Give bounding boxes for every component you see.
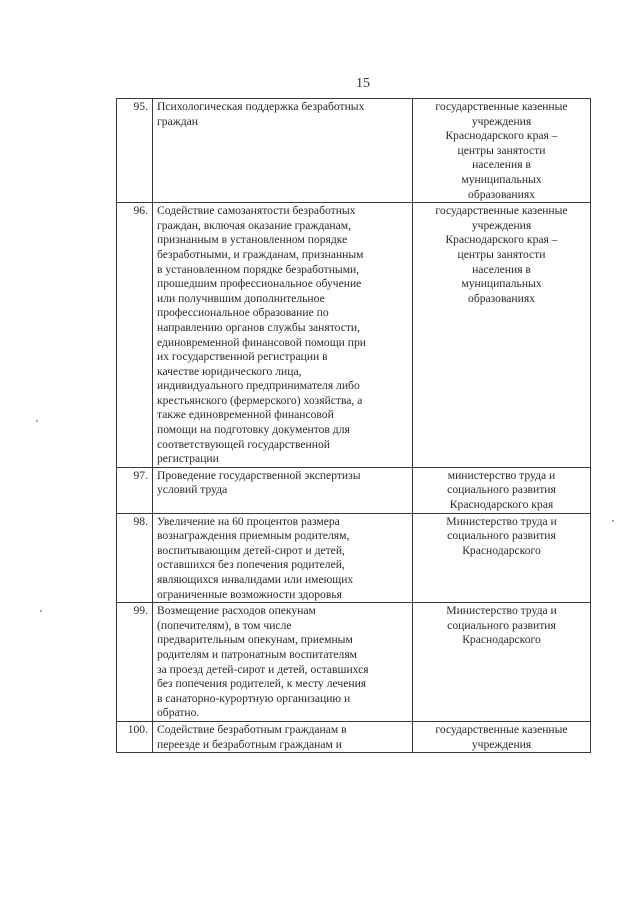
row-number: 99. xyxy=(117,603,153,722)
responsible-organization: государственные казенные учреждения Краснодарского края – центры занятости населения в муниципальных образованиях xyxy=(413,99,591,203)
service-description: Содействие самозанятости безработных граждан, включая оказание гражданам, признанным в установленном порядке безработными, и гражданам, признанным в установленном порядке безработными, прошедшим профессиональное обучение или получившим дополнительное профессиональное образование по направлению органов службы занятости, единовременной финансовой помощи при их государственной регистрации в качестве юридического лица, индивидуального предпринимателя либо крестьянского (фермерского) хозяйства, а также единовременной финансовой помощи на подготовку документов для соответствующей государственной регистрации xyxy=(153,203,413,468)
responsible-organization: министерство труда и социального развития Краснодарского края xyxy=(413,467,591,513)
service-description: Содействие безработным гражданам в переезде и безработным гражданам и xyxy=(153,721,413,752)
service-description: Психологическая поддержка безработных граждан xyxy=(153,99,413,203)
table-row xyxy=(117,203,591,468)
row-number: 95. xyxy=(117,99,153,203)
table-row xyxy=(117,513,591,603)
page-number: 15 xyxy=(356,76,370,91)
scan-speck xyxy=(36,420,38,422)
row-number: 100. xyxy=(117,721,153,752)
service-description: Увеличение на 60 процентов размера вознаграждения приемным родителям, воспитывающим детей-сирот и детей, оставшихся без попечения родителей, являющихся инвалидами или имеющих ограниченные возможности здоровья xyxy=(153,513,413,603)
services-table xyxy=(116,98,591,753)
responsible-organization: Министерство труда и социального развития Краснодарского xyxy=(413,513,591,603)
responsible-organization: государственные казенные учреждения xyxy=(413,721,591,752)
service-description: Возмещение расходов опекунам (попечителям), в том числе предварительным опекунам, приемным родителям и патронатным воспитателям за проезд детей-сирот и детей, оставшихся без попечения родителей, к месту лечения в санаторно-курортную организацию и обратно. xyxy=(153,603,413,722)
row-number: 98. xyxy=(117,513,153,603)
table-row xyxy=(117,467,591,513)
table-row xyxy=(117,603,591,722)
responsible-organization: государственные казенные учреждения Краснодарского края – центры занятости населения в муниципальных образованиях xyxy=(413,203,591,468)
table-row xyxy=(117,721,591,752)
row-number: 97. xyxy=(117,467,153,513)
row-number: 96. xyxy=(117,203,153,468)
service-description: Проведение государственной экспертизы условий труда xyxy=(153,467,413,513)
responsible-organization: Министерство труда и социального развития Краснодарского xyxy=(413,603,591,722)
table-row xyxy=(117,99,591,203)
scan-speck xyxy=(40,610,42,612)
scan-speck xyxy=(612,520,614,522)
